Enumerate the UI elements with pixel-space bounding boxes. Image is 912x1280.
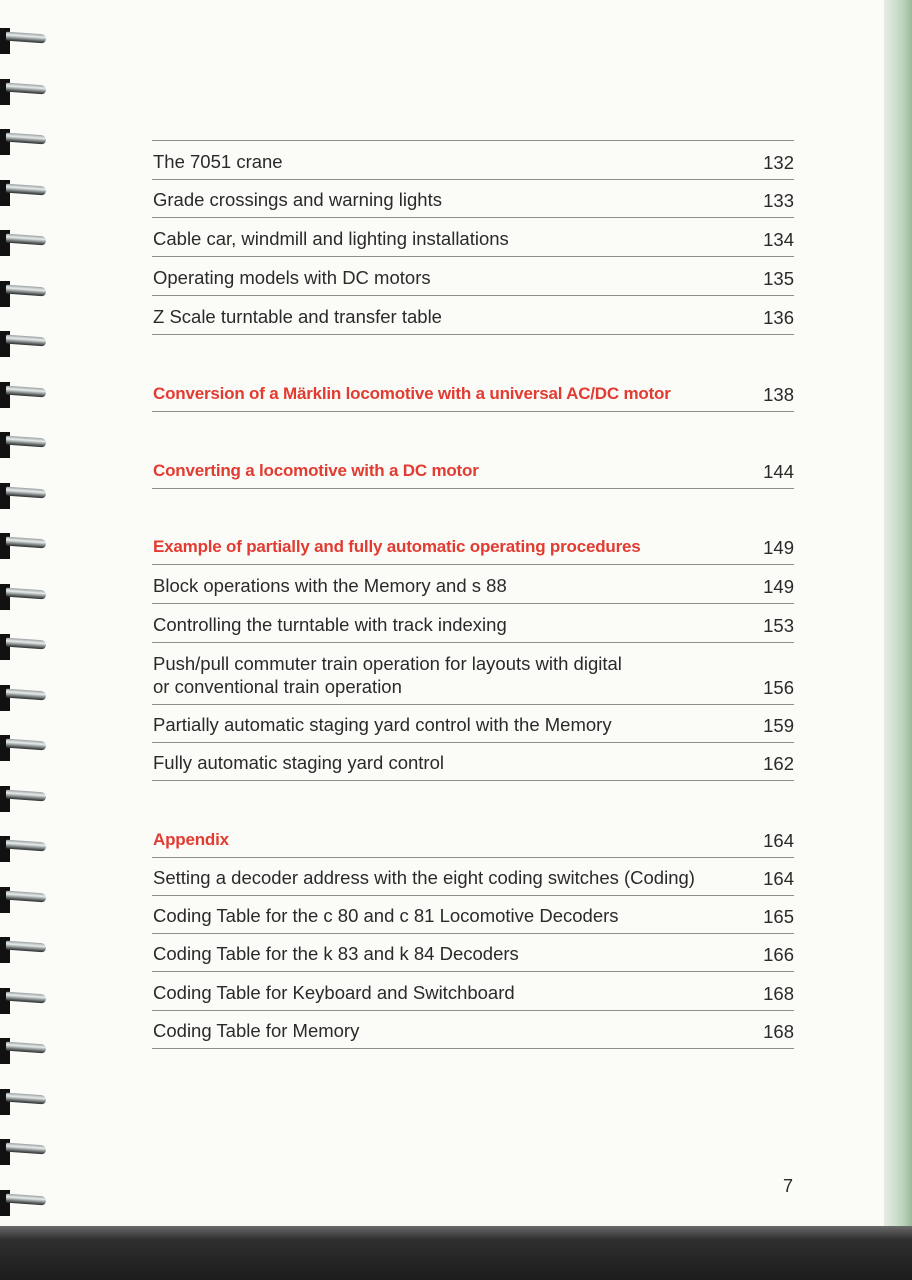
- toc-entry: [152, 934, 794, 972]
- toc-section-heading: [152, 335, 794, 412]
- binding-coil: [0, 331, 48, 353]
- binding-coil: [0, 1038, 48, 1060]
- binding-coil: [0, 79, 48, 101]
- toc-entry-page: 159: [763, 715, 794, 736]
- toc-section-heading: [152, 489, 794, 565]
- toc-entry-page: 135: [763, 268, 794, 289]
- toc-entry: [152, 218, 794, 257]
- toc-entry: [152, 604, 794, 643]
- toc-entry-title: Block operations with the Memory and s 88: [153, 575, 507, 596]
- binding-coil: [0, 685, 48, 707]
- toc-heading-title: Example of partially and fully automatic operating procedures: [153, 537, 641, 556]
- binding-coil: [0, 432, 48, 454]
- toc-entry-title: Z Scale turntable and transfer table: [153, 306, 442, 327]
- toc-entry-title: Grade crossings and warning lights: [153, 189, 442, 210]
- toc-entry-title: Controlling the turntable with track indexing: [153, 614, 507, 635]
- toc-entry-page: 134: [763, 229, 794, 250]
- toc-entry: [152, 140, 794, 180]
- toc-entry: [152, 972, 794, 1011]
- toc-entry-page: 165: [763, 906, 794, 927]
- toc-entry-page: 149: [763, 576, 794, 597]
- binding-coil: [0, 533, 48, 555]
- binding-coil: [0, 634, 48, 656]
- toc-entry-page: 168: [763, 983, 794, 1004]
- page-shadow: [0, 1226, 912, 1280]
- toc-heading-page: 149: [763, 537, 794, 558]
- toc-entry: [152, 296, 794, 335]
- toc-entry: [152, 257, 794, 296]
- toc-entry-title: Operating models with DC motors: [153, 267, 431, 288]
- toc-heading-title: Conversion of a Märklin locomotive with a universal AC/DC motor: [153, 384, 671, 403]
- toc-entry-title: Partially automatic staging yard control with the Memory: [153, 714, 612, 735]
- binding-coil: [0, 1089, 48, 1111]
- toc-entry: [152, 743, 794, 781]
- toc-heading-page: 164: [763, 830, 794, 851]
- binding-coil: [0, 1139, 48, 1161]
- toc-entry-page: 162: [763, 753, 794, 774]
- toc-entry-page: 168: [763, 1021, 794, 1042]
- binding-coil: [0, 584, 48, 606]
- toc-entry-title: Coding Table for Keyboard and Switchboard: [153, 982, 515, 1003]
- toc-entry-title: Coding Table for the c 80 and c 81 Locomotive Decoders: [153, 905, 619, 926]
- binding-coil: [0, 735, 48, 757]
- binding-coil: [0, 483, 48, 505]
- toc-heading-page: 144: [763, 461, 794, 482]
- binding-coil: [0, 281, 48, 303]
- page-stack-edge: [884, 0, 912, 1230]
- binding-coil: [0, 129, 48, 151]
- toc-heading-title: Appendix: [153, 830, 229, 849]
- toc-entry-page: 136: [763, 307, 794, 328]
- binding-coil: [0, 28, 48, 50]
- binding-coil: [0, 1190, 48, 1212]
- binding-coil: [0, 937, 48, 959]
- toc-entry-page: 166: [763, 944, 794, 965]
- toc-entry-title: Fully automatic staging yard control: [153, 752, 444, 773]
- toc-entry-page: 164: [763, 868, 794, 889]
- binding-coil: [0, 382, 48, 404]
- toc-section-heading: [152, 412, 794, 489]
- toc-entry-page: 132: [763, 152, 794, 173]
- toc-heading-title: Converting a locomotive with a DC motor: [153, 461, 479, 480]
- toc-entry-title: The 7051 crane: [153, 151, 283, 172]
- toc-entry: [152, 896, 794, 934]
- toc-entry-title: Push/pull commuter train operation for layouts with digital or conventional train operation: [153, 653, 622, 697]
- binding-coil: [0, 230, 48, 252]
- toc-entry: [152, 179, 794, 218]
- toc-entry: [152, 858, 794, 896]
- toc-entry: [152, 1011, 794, 1049]
- toc-section-heading: [152, 781, 794, 858]
- toc-entry-page: 153: [763, 615, 794, 636]
- page-number: 7: [783, 1176, 794, 1196]
- toc-entry-title: Coding Table for the k 83 and k 84 Decoders: [153, 943, 519, 964]
- toc-entry: [152, 643, 794, 705]
- toc-heading-page: 138: [763, 384, 794, 405]
- binding-coil: [0, 836, 48, 858]
- toc-entry-page: 133: [763, 190, 794, 211]
- binding-coil: [0, 887, 48, 909]
- toc-entry-title: Cable car, windmill and lighting installations: [153, 228, 509, 249]
- binding-coil: [0, 786, 48, 808]
- spiral-binding: [0, 0, 52, 1228]
- toc-entry: [152, 565, 794, 604]
- toc-entry-title: Setting a decoder address with the eight coding switches (Coding): [153, 867, 695, 888]
- toc-entry: [152, 705, 794, 743]
- binding-coil: [0, 180, 48, 202]
- binding-coil: [0, 988, 48, 1010]
- toc-entry-page: 156: [763, 677, 794, 698]
- toc-entry-title: Coding Table for Memory: [153, 1020, 360, 1041]
